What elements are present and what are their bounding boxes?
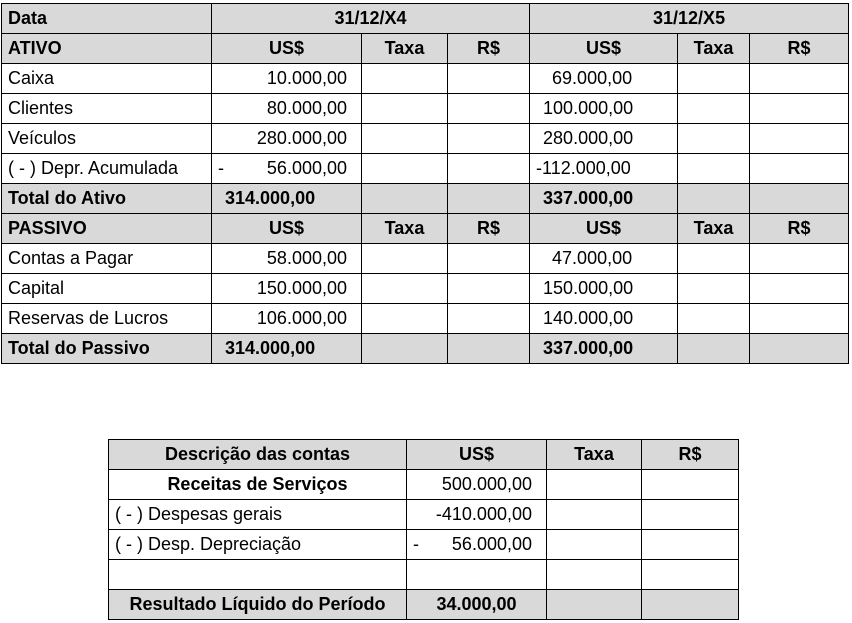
usd-x5-value: 280.000,00 <box>530 124 678 154</box>
table-row <box>2 64 849 94</box>
col-brl: R$ <box>642 440 739 470</box>
row-label: Clientes <box>2 94 212 124</box>
usd-x5-value: 47.000,00 <box>530 244 678 274</box>
total-usd-x4: 314.000,00 <box>212 184 362 214</box>
ativo-total-row <box>2 184 849 214</box>
usd-x4-value: 280.000,00 <box>212 124 362 154</box>
table-row <box>2 124 849 154</box>
ativo-label: ATIVO <box>2 34 212 64</box>
table-row <box>2 304 849 334</box>
income-header-row <box>109 440 739 470</box>
period-x5: 31/12/X5 <box>530 4 849 34</box>
result-label: Resultado Líquido do Período <box>109 590 407 620</box>
passivo-label: PASSIVO <box>2 214 212 244</box>
col-usd: US$ <box>407 440 547 470</box>
usd-x4-value: 58.000,00 <box>212 244 362 274</box>
passivo-total-row <box>2 334 849 364</box>
row-label: ( - ) Desp. Depreciação <box>109 530 407 560</box>
col-taxa-x5: Taxa <box>678 34 750 64</box>
balance-sheet-table <box>1 3 849 364</box>
col-brl-x4: R$ <box>448 214 530 244</box>
total-label: Total do Passivo <box>2 334 212 364</box>
col-usd-x5: US$ <box>530 214 678 244</box>
total-usd-x4: 314.000,00 <box>212 334 362 364</box>
total-label: Total do Ativo <box>2 184 212 214</box>
row-label: ( - ) Despesas gerais <box>109 500 407 530</box>
col-brl-x5: R$ <box>750 34 849 64</box>
row-label: Receitas de Serviços <box>109 470 407 500</box>
row-label: Caixa <box>2 64 212 94</box>
usd-x4-value: 150.000,00 <box>212 274 362 304</box>
income-statement-table <box>108 439 739 620</box>
date-label: Data <box>2 4 212 34</box>
usd-x4-value: 80.000,00 <box>212 94 362 124</box>
usd-x4-value: 106.000,00 <box>212 304 362 334</box>
result-usd: 34.000,00 <box>407 590 547 620</box>
col-usd-x5: US$ <box>530 34 678 64</box>
col-description: Descrição das contas <box>109 440 407 470</box>
usd-value: 500.000,00 <box>407 470 547 500</box>
passivo-header-row <box>2 214 849 244</box>
minus-sign: - <box>413 534 419 554</box>
row-label: Capital <box>2 274 212 304</box>
total-usd-x5: 337.000,00 <box>530 184 678 214</box>
col-brl-x4: R$ <box>448 34 530 64</box>
usd-x5-value: -112.000,00 <box>530 154 678 184</box>
row-label: Reservas de Lucros <box>2 304 212 334</box>
table-row <box>2 274 849 304</box>
table-row <box>2 154 849 184</box>
col-taxa: Taxa <box>547 440 642 470</box>
table-row <box>2 94 849 124</box>
usd-x5-value: 140.000,00 <box>530 304 678 334</box>
period-x4: 31/12/X4 <box>212 4 530 34</box>
usd-x5-value: 150.000,00 <box>530 274 678 304</box>
table-row <box>109 470 739 500</box>
usd-x4-value: 10.000,00 <box>212 64 362 94</box>
ativo-header-row <box>2 34 849 64</box>
row-label: Veículos <box>2 124 212 154</box>
col-taxa-x4: Taxa <box>362 214 448 244</box>
usd-x5-value: 100.000,00 <box>530 94 678 124</box>
table-row <box>2 244 849 274</box>
row-label: ( - ) Depr. Acumulada <box>2 154 212 184</box>
total-usd-x5: 337.000,00 <box>530 334 678 364</box>
col-taxa-x4: Taxa <box>362 34 448 64</box>
usd-x4-value: - 56.000,00 <box>212 154 362 184</box>
period-header-row <box>2 4 849 34</box>
col-usd-x4: US$ <box>212 34 362 64</box>
col-usd-x4: US$ <box>212 214 362 244</box>
usd-value: -410.000,00 <box>407 500 547 530</box>
col-brl-x5: R$ <box>750 214 849 244</box>
usd-value: - 56.000,00 <box>407 530 547 560</box>
row-label: Contas a Pagar <box>2 244 212 274</box>
table-row <box>109 560 739 590</box>
table-row <box>109 500 739 530</box>
usd-x5-value: 69.000,00 <box>530 64 678 94</box>
result-row <box>109 590 739 620</box>
table-row <box>109 530 739 560</box>
col-taxa-x5: Taxa <box>678 214 750 244</box>
minus-sign: - <box>218 158 224 178</box>
